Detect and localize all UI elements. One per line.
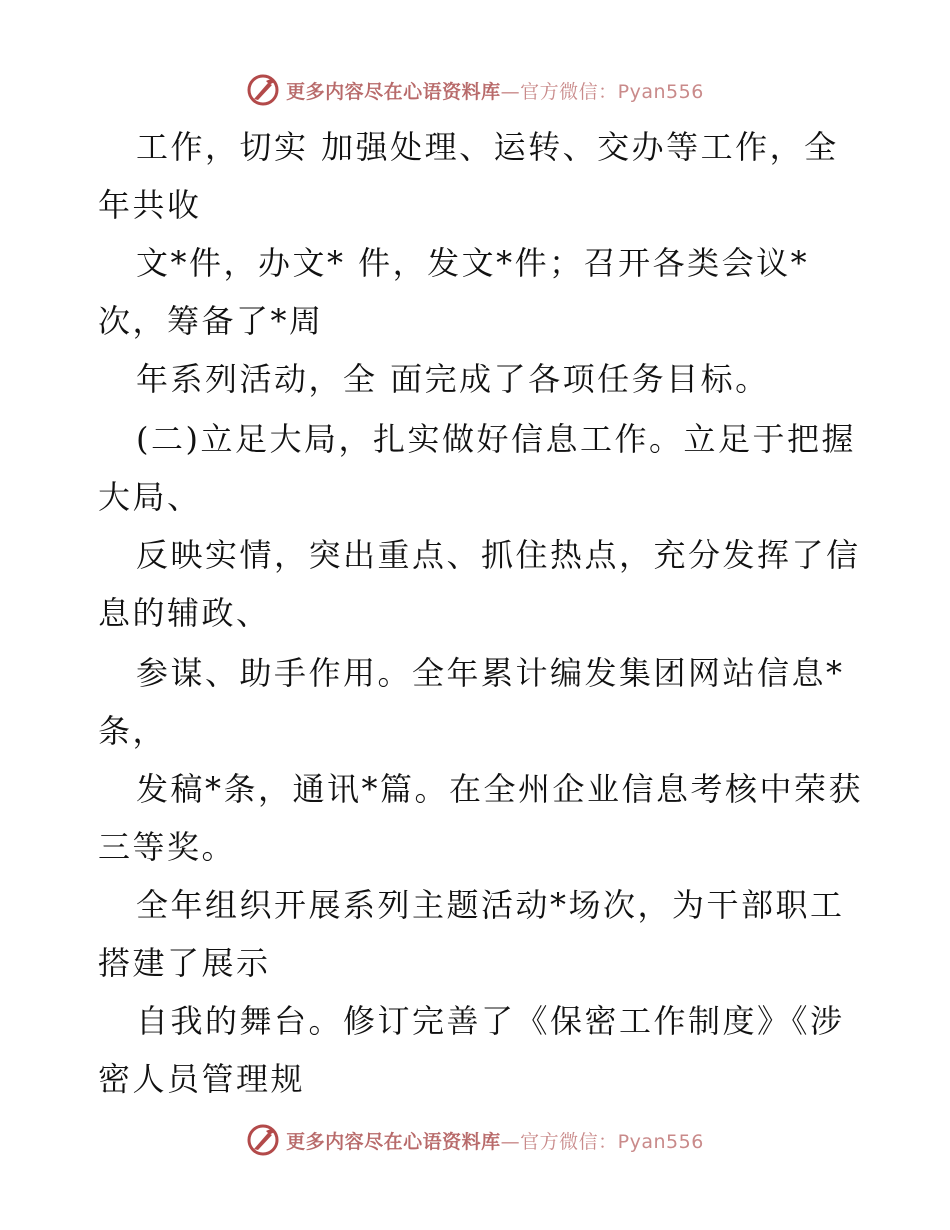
watermark-text: 更多内容尽在心语资料库—官方微信：Pyan556 — [286, 1130, 704, 1153]
text-line: 发稿*条，通讯*篇。在全州企业信息考核中荣获 — [136, 770, 864, 808]
text-line: 文*件，办文* 件，发文*件；召开各类会议* — [136, 244, 810, 282]
text-line: 三等奖。 — [98, 828, 237, 866]
watermark-text: 更多内容尽在心语资料库—官方微信：Pyan556 — [286, 80, 704, 103]
text-line: 次，筹备了*周 — [98, 302, 324, 340]
text-line: 全年组织开展系列主题活动*场次，为干部职工 — [136, 886, 845, 924]
text-line: 条， — [98, 712, 168, 750]
text-line: 年共收 — [98, 186, 202, 224]
text-line: 搭建了展示 — [98, 944, 271, 982]
text-line: 密人员管理规 — [98, 1060, 306, 1098]
text-line: 大局、 — [98, 478, 202, 516]
footer-watermark — [0, 1120, 950, 1160]
quill-logo-icon — [246, 1123, 280, 1157]
text-line: 工作，切实 加强处理、运转、交办等工作，全 — [136, 128, 839, 166]
text-line: 反映实情，突出重点、抓住热点，充分发挥了信 — [136, 536, 861, 574]
text-line: 参谋、助手作用。全年累计编发集团网站信息* — [136, 654, 845, 692]
text-line: (二)立足大局，扎实做好信息工作。立足于把握 — [136, 420, 856, 458]
text-line: 年系列活动，全 面完成了各项任务目标。 — [136, 360, 770, 398]
text-line: 息的辅政、 — [98, 594, 271, 632]
text-line: 自我的舞台。修订完善了《保密工作制度》《涉 — [136, 1002, 845, 1040]
